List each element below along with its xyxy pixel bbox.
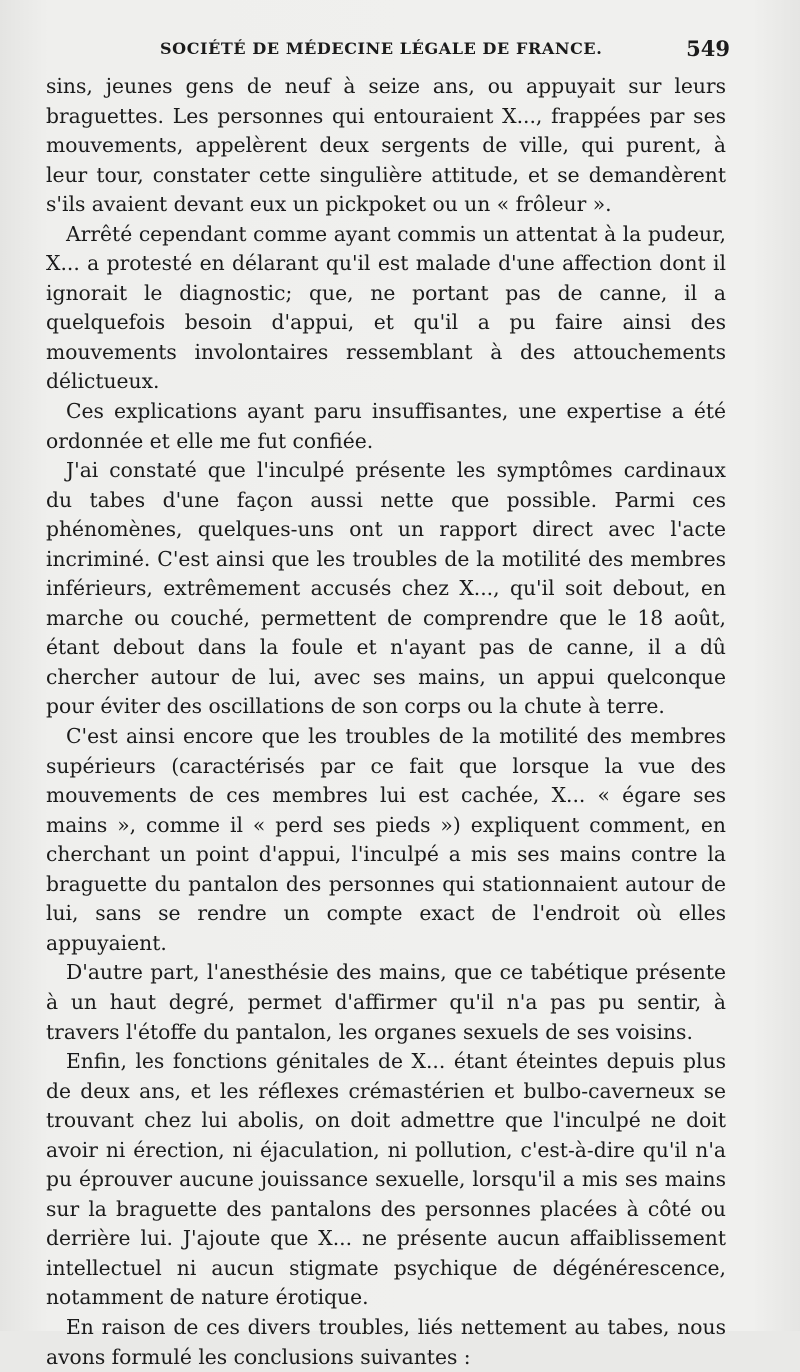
paragraph: Arrêté cependant comme ayant commis un attentat à la pudeur, X... a protesté en délarant qu'il est malade d'une affection dont il ignorait le diagnostic; que, ne portant pas de canne, il a quelquefois besoin d'appui, et qu'il a pu faire ainsi des mouvements involontaires ressemblant à des attouchements délictueux. — [46, 221, 726, 394]
paragraph: C'est ainsi encore que les troubles de la motilité des membres supérieurs (caractérisés par ce fait que lorsque la vue des mouvements de ces membres lui est cachée, X... « égare ses mains », comme il « perd ses pieds ») expliquent comment, en cherchant un point d'appui, l'inculpé a mis ses mains contre la braguette du pantalon des personnes qui stationnaient autour de lui, sans se rendre un compte exact de l'endroit où elles appuyaient. — [46, 724, 726, 955]
paragraph: En raison de ces divers troubles, liés nettement au tabes, nous avons formulé les conclusions suivantes : — [46, 1314, 726, 1369]
body-text — [46, 72, 726, 1372]
paragraph: Ces explications ayant paru insuffisantes, une expertise a été ordonnée et elle me fut confiée. — [46, 399, 726, 453]
running-title: SOCIÉTÉ DE MÉDECINE LÉGALE DE FRANCE. — [160, 39, 603, 58]
page-number: 549 — [686, 36, 730, 61]
paragraph: Enfin, les fonctions génitales de X... étant éteintes depuis plus de deux ans, et les réflexes crémastérien et bulbo-caverneux se trouvant chez lui abolis, on doit admettre que l'inculpé ne doit avoir ni érection, ni éjaculation, ni pollution, c'est-à-dire qu'il n'a pu éprouver aucune jouissance sexuelle, lorsqu'il a mis ses mains sur la braguette des pantalons des personnes placées à côté ou derrière lui. J'ajoute que X... ne présente aucun affaiblissement intellectuel ni aucun stigmate psychique de dégénérescence, notamment de nature érotique. — [46, 1049, 726, 1310]
paragraph: J'ai constaté que l'inculpé présente les symptômes cardinaux du tabes d'une façon aussi nette que possible. Parmi ces phénomènes, quelques-uns ont un rapport direct avec l'acte incriminé. C'est ainsi que les troubles de la motilité des membres inférieurs, extrêmement accusés chez X..., qu'il soit debout, en marche ou couché, permettent de comprendre que le 18 août, étant debout dans la foule et n'ayant pas de canne, il a dû chercher autour de lui, avec ses mains, un appui quelconque pour éviter des oscillations de son corps ou la chute à terre. — [46, 458, 726, 719]
paragraph: D'autre part, l'anesthésie des mains, que ce tabétique présente à un haut degré, permet d'affirmer qu'il n'a pas pu sentir, à travers l'étoffe du pantalon, les organes sexuels de ses voisins. — [46, 960, 726, 1044]
paragraph-continued: sins, jeunes gens de neuf à seize ans, ou appuyait sur leurs braguettes. Les personnes qui entouraient X..., frappées par ses mouvements, appelèrent deux sergents de ville, qui purent, à leur tour, constater cette singulière attitude, et se demandèrent s'ils avaient devant eux un pickpoket ou un « frôleur ». — [46, 74, 726, 217]
page-header — [160, 35, 730, 65]
